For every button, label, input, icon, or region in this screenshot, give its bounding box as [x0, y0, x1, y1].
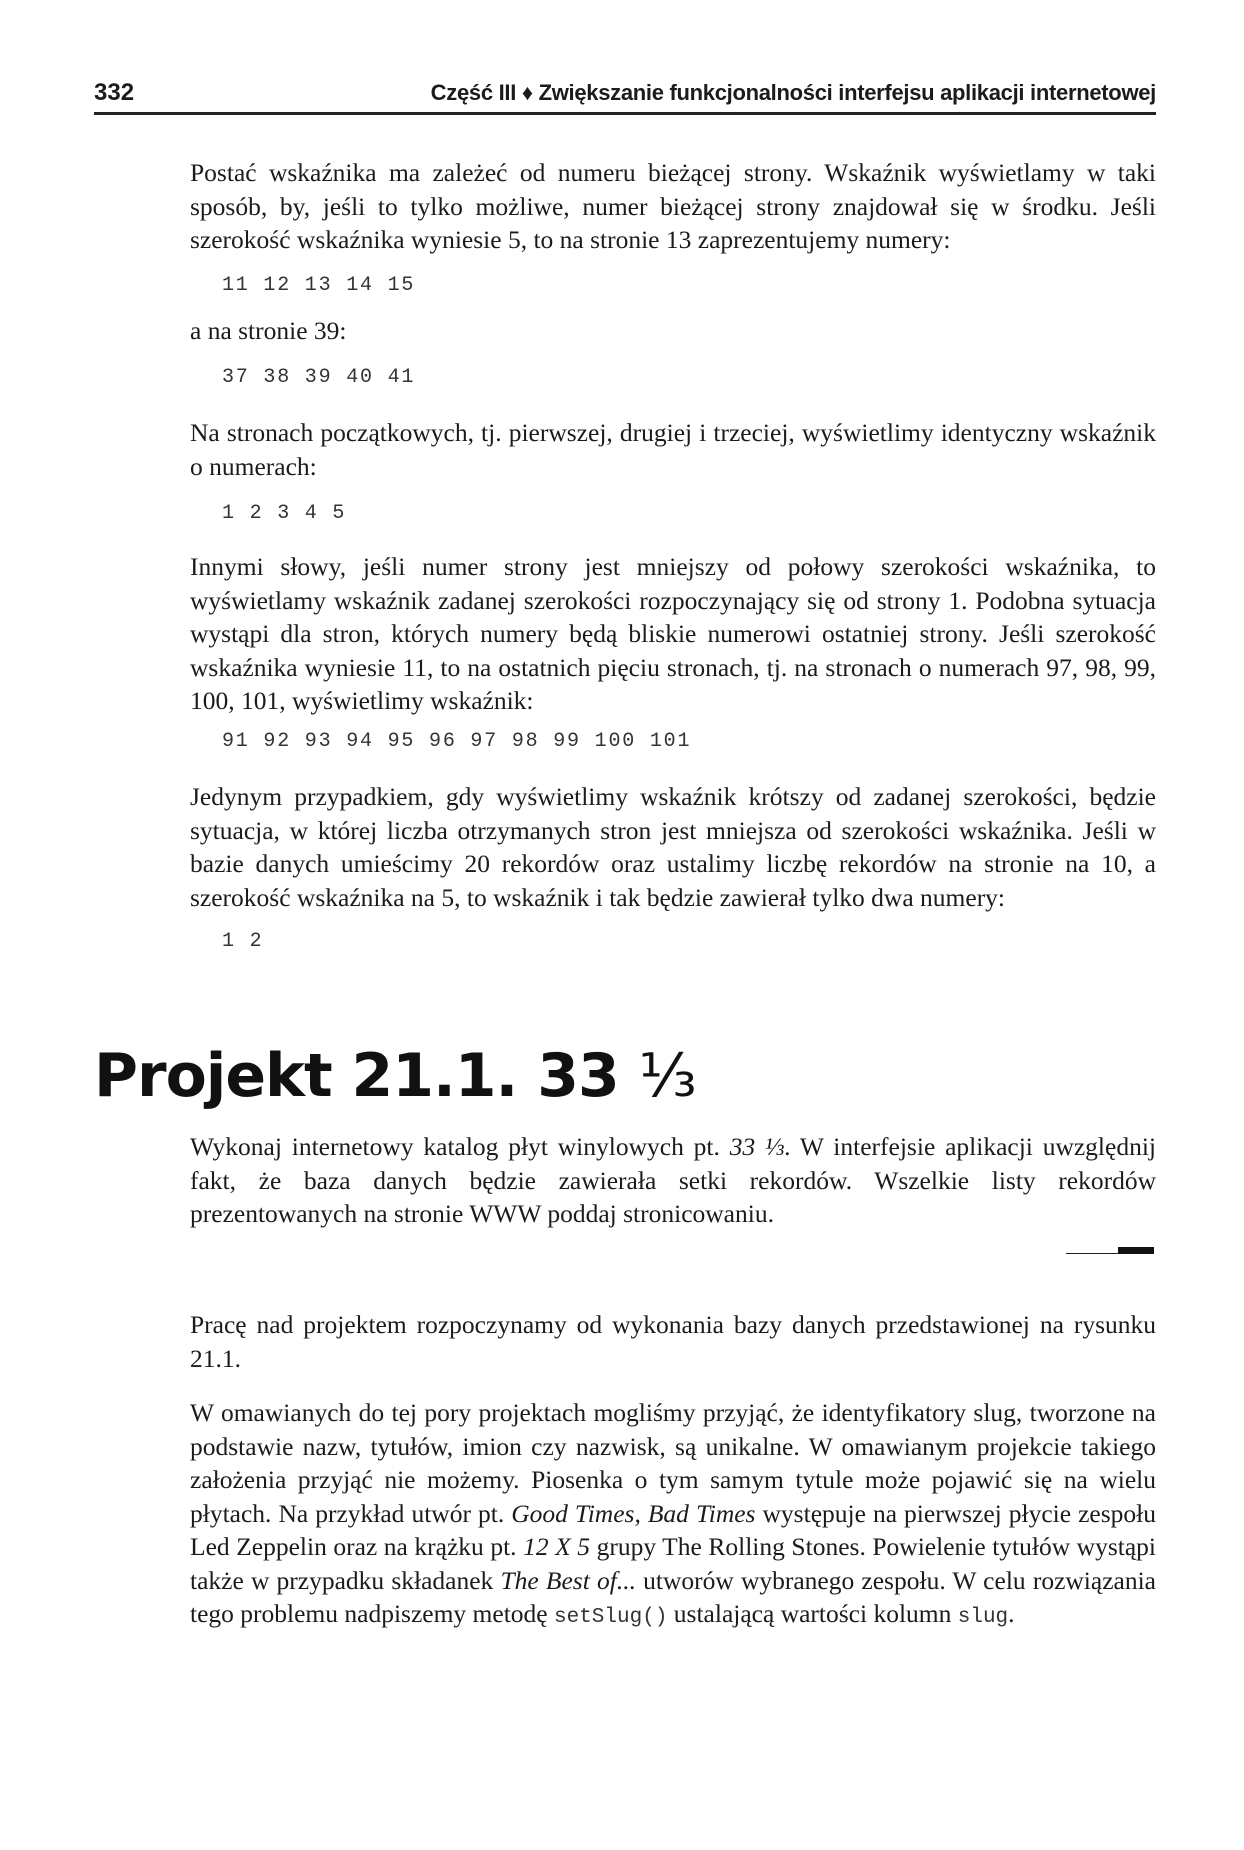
- header-rule: [94, 112, 1156, 115]
- song-title-italic: Good Times, Bad Times: [511, 1498, 756, 1528]
- slug-text-1: W omawianych do tej pory projektach mogliśmy przyjąć, że identyfikatory slug, tworzone na podstawie nazw, tytułów, imion czy nazwisk, są unikalne. W omawianym projekcie takiego założenia przyjąć nie możemy. Piosenka o tym samym tytule może pojawić się na wielu płytach. Na przykład utwór pt.: [190, 1398, 1156, 1528]
- project-title-italic: 33 ⅓: [729, 1132, 785, 1161]
- project-description: [190, 1130, 1156, 1231]
- code-example-two-pages: 1 2: [222, 930, 264, 953]
- code-example-last-pages: 91 92 93 94 95 96 97 98 99 100 101: [222, 730, 692, 753]
- paragraph-short-indicator: Jedynym przypadkiem, gdy wyświetlimy wskaźnik krótszy od zadanej szerokości, będzie sytuacja, w której liczba otrzymanych stron jest mniejsza od szerokości wskaźnika. Jeśli w bazie danych umieścimy 20 rekordów oraz ustalimy liczbę rekordów na stronie na 10, a szerokość wskaźnika na 5, to wskaźnik i tak będzie zawierał tylko dwa numery:: [190, 782, 1156, 912]
- paragraph-slug-problem: [190, 1396, 1156, 1635]
- running-header: [94, 78, 1156, 108]
- inline-code-slug: slug: [957, 1606, 1009, 1629]
- page-number: 332: [94, 79, 135, 106]
- slug-text-5: ustalającą wartości kolumn: [667, 1599, 958, 1628]
- paragraph-page-39: a na stronie 39:: [190, 316, 347, 345]
- album-title-italic: 12 X 5: [523, 1532, 591, 1561]
- paragraph-first-pages: Na stronach początkowych, tj. pierwszej, drugiej i trzeciej, wyświetlimy identyczny wskaźnik o numerach:: [190, 418, 1156, 481]
- inline-code-setslug: setSlug(): [554, 1606, 668, 1629]
- slug-text-2: występuje na pierwszej płycie zespołu Led Zeppelin oraz na krążku pt.: [190, 1498, 1157, 1561]
- slug-text-4: utworów wybranego zespołu. W celu rozwiązania tego problemu nadpiszemy metodę: [190, 1565, 1156, 1628]
- code-example-first-pages: 1 2 3 4 5: [222, 502, 347, 525]
- paragraph-indicator-intro: Postać wskaźnika ma zależeć od numeru bieżącej strony. Wskaźnik wyświetlamy w taki sposób, by, jeśli to tylko możliwe, numer bieżącej strony znajdował się w środku. Jeśli szerokość wskaźnika wyniesie 5, to na stronie 13 zaprezentujemy numery:: [190, 158, 1156, 254]
- project-description-text-1: Wykonaj internetowy katalog płyt winylowych pt.: [190, 1132, 730, 1161]
- paragraph-last-pages: Innymi słowy, jeśli numer strony jest mniejszy od połowy szerokości wskaźnika, to wyświetlamy wskaźnik zadanej szerokości rozpoczynający się od strony 1. Podobna sytuacja wystąpi dla stron, których numery będą bliskie numerowi ostatniej strony. Jeśli szerokość wskaźnika wyniesie 11, to na ostatnich pięciu stronach, tj. na stronach o numerach 97, 98, 99, 100, 101, wyświetlimy wskaźnik:: [190, 552, 1156, 715]
- project-description-text-2: . W interfejsie aplikacji uwzględnij fakt, że baza danych będzie zawierała setki rekordów. Wszelkie listy rekordów prezentowanych na stronie WWW poddaj stronicowaniu.: [190, 1132, 1157, 1228]
- project-heading: [94, 1040, 696, 1112]
- compilation-title-italic: The Best of...: [500, 1565, 636, 1595]
- project-end-marker: [1118, 1247, 1154, 1254]
- running-title: Część III ♦ Zwiększanie funkcjonalności interfejsu aplikacji internetowej: [430, 80, 1156, 105]
- slug-text-6: .: [1008, 1599, 1015, 1628]
- slug-text-3: grupy The Rolling Stones. Powielenie tytułów wystąpi także w przypadku składanek: [190, 1532, 1157, 1595]
- project-heading-text: Projekt 21.1. 33: [94, 1041, 639, 1111]
- paragraph-database-start: Pracę nad projektem rozpoczynamy od wykonania bazy danych przedstawionej na rysunku 21.1.: [190, 1310, 1156, 1373]
- project-heading-fraction: ⅓: [638, 1041, 696, 1111]
- code-example-page-39: 37 38 39 40 41: [222, 366, 416, 389]
- code-example-page-13: 11 12 13 14 15: [222, 274, 416, 297]
